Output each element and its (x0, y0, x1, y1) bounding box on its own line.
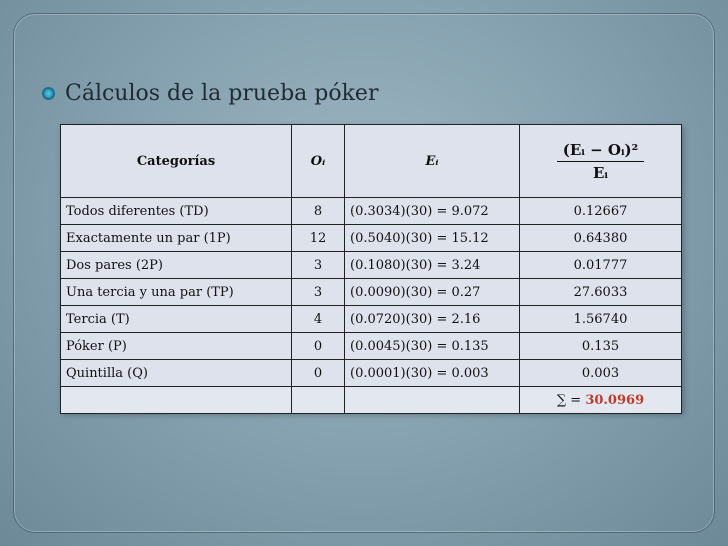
cell-expected: (0.0001)(30) = 0.003 (345, 360, 520, 387)
cell-expected: (0.0045)(30) = 0.135 (345, 333, 520, 360)
header-oi-label: Oᵢ (310, 153, 326, 169)
cell-category: Quintilla (Q) (61, 360, 292, 387)
cell-observed: 0 (292, 333, 345, 360)
table-row (61, 333, 682, 360)
cell-expected: (0.1080)(30) = 3.24 (345, 252, 520, 279)
table-row (61, 198, 682, 225)
sum-empty-cell (61, 387, 292, 414)
cell-chi-value: 0.64380 (520, 225, 682, 252)
table-row (61, 306, 682, 333)
table-row (61, 252, 682, 279)
cell-category: Póker (P) (61, 333, 292, 360)
cell-category: Una tercia y una par (TP) (61, 279, 292, 306)
slide-title: Cálculos de la prueba póker (65, 80, 379, 106)
cell-category: Todos diferentes (TD) (61, 198, 292, 225)
cell-chi-value: 0.01777 (520, 252, 682, 279)
title-row (42, 78, 378, 108)
cell-observed: 0 (292, 360, 345, 387)
header-ei (345, 125, 520, 198)
header-oi (292, 125, 345, 198)
cell-observed: 8 (292, 198, 345, 225)
formula-fraction (557, 141, 644, 182)
results-table (60, 124, 682, 414)
sum-row (61, 387, 682, 414)
formula-numerator: (Eᵢ − Oᵢ)² (557, 141, 644, 162)
cell-expected: (0.0720)(30) = 2.16 (345, 306, 520, 333)
cell-expected: (0.3034)(30) = 9.072 (345, 198, 520, 225)
table-row (61, 279, 682, 306)
cell-category: Exactamente un par (1P) (61, 225, 292, 252)
formula-denominator: Eᵢ (592, 163, 609, 182)
cell-category: Tercia (T) (61, 306, 292, 333)
sum-label: ∑ = (556, 392, 582, 408)
table-row (61, 360, 682, 387)
header-formula (520, 125, 682, 198)
cell-chi-value: 1.56740 (520, 306, 682, 333)
table-row (61, 225, 682, 252)
cell-category: Dos pares (2P) (61, 252, 292, 279)
cell-chi-value: 0.003 (520, 360, 682, 387)
header-ei-label: Eᵢ (425, 153, 439, 169)
results-table-container (60, 124, 682, 412)
cell-chi-value: 27.6033 (520, 279, 682, 306)
cell-chi-value: 0.12667 (520, 198, 682, 225)
cell-observed: 12 (292, 225, 345, 252)
header-categorias: Categorías (61, 125, 292, 198)
cell-observed: 3 (292, 252, 345, 279)
sum-empty-cell (292, 387, 345, 414)
bullet-icon (42, 87, 55, 100)
sum-cell (520, 387, 682, 414)
cell-observed: 4 (292, 306, 345, 333)
cell-chi-value: 0.135 (520, 333, 682, 360)
cell-expected: (0.5040)(30) = 15.12 (345, 225, 520, 252)
sum-value: 30.0969 (585, 392, 645, 408)
cell-expected: (0.0090)(30) = 0.27 (345, 279, 520, 306)
table-header-row (61, 125, 682, 198)
cell-observed: 3 (292, 279, 345, 306)
sum-empty-cell (345, 387, 520, 414)
